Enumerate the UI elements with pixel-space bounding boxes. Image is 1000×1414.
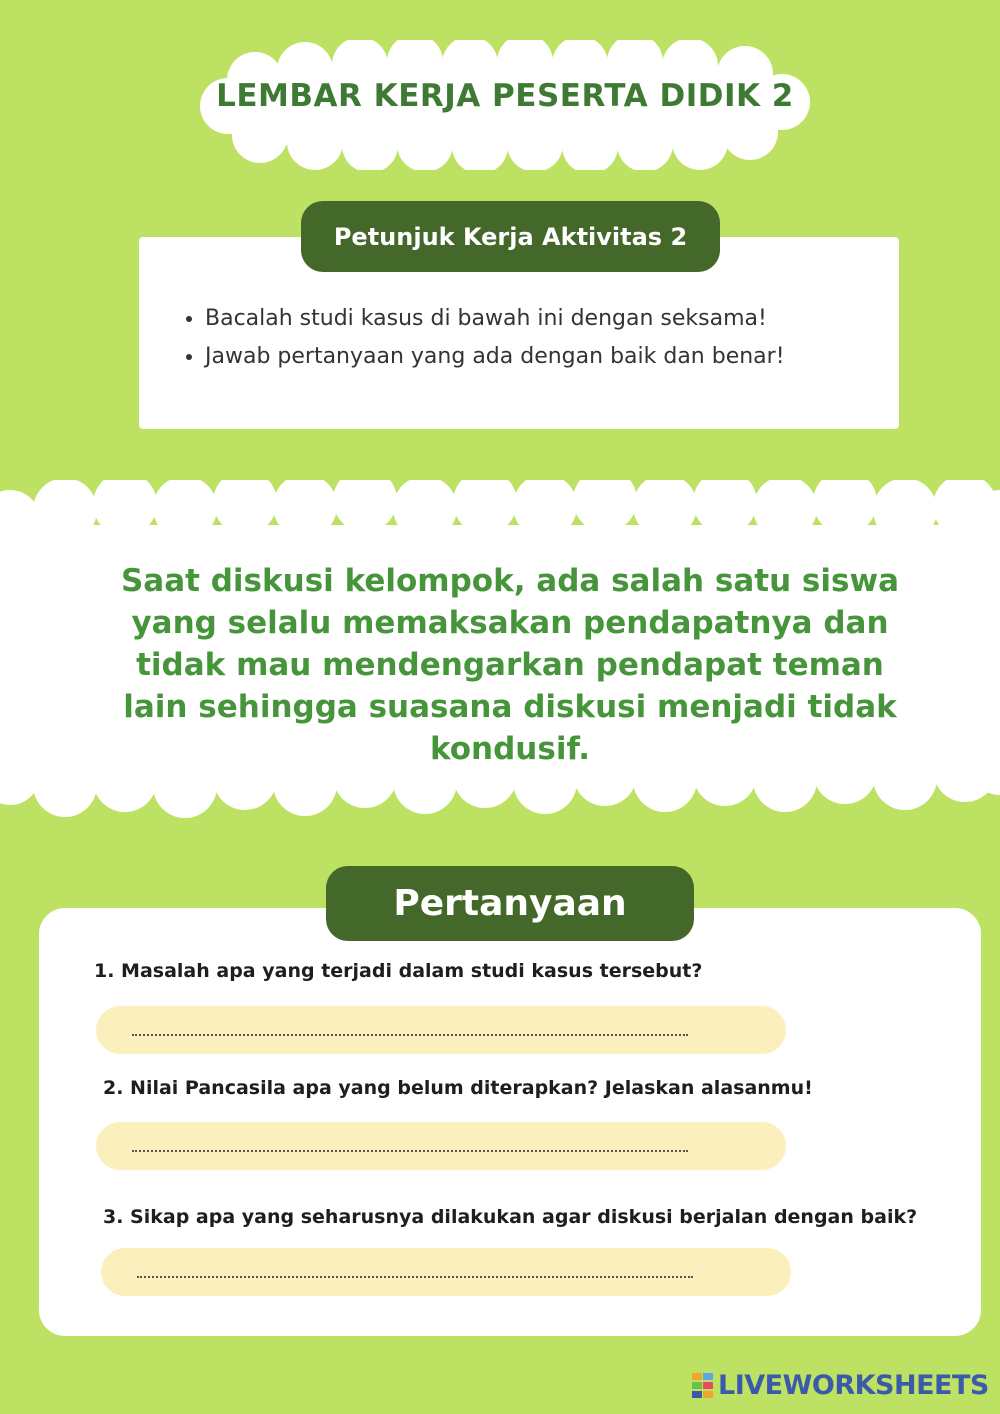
question-1: 1. Masalah apa yang terjadi dalam studi kasus tersebut? <box>94 960 703 982</box>
question-3: 3. Sikap apa yang seharusnya dilakukan agar diskusi berjalan dengan baik? <box>103 1206 918 1228</box>
case-study-text: Saat diskusi kelompok, ada salah satu siswa yang selalu memaksakan pendapatnya dan tidak mau mendengarkan pendapat teman lain sehingga suasana diskusi menjadi tidak kondusif. <box>120 563 900 767</box>
questions-heading: Pertanyaan <box>326 866 694 941</box>
page-title: LEMBAR KERJA PESERTA DIDIK 2 <box>216 78 794 114</box>
answer-dotted-line <box>132 1034 688 1036</box>
answer-field-3[interactable] <box>101 1248 791 1296</box>
answer-field-1[interactable] <box>96 1006 786 1054</box>
brand-logo[interactable] <box>692 1370 989 1401</box>
answer-dotted-line <box>132 1150 688 1152</box>
answer-field-2[interactable] <box>96 1122 786 1170</box>
liveworksheets-icon <box>692 1373 714 1399</box>
instructions-list <box>180 300 785 376</box>
instruction-item: • Jawab pertanyaan yang ada dengan baik dan benar! <box>205 338 785 376</box>
question-2: 2. Nilai Pancasila apa yang belum diterapkan? Jelaskan alasanmu! <box>103 1077 813 1099</box>
brand-name: LIVEWORKSHEETS <box>718 1370 989 1401</box>
instruction-item: • Bacalah studi kasus di bawah ini dengan seksama! <box>205 300 785 338</box>
instructions-heading: Petunjuk Kerja Aktivitas 2 <box>301 201 720 272</box>
answer-dotted-line <box>137 1276 693 1278</box>
